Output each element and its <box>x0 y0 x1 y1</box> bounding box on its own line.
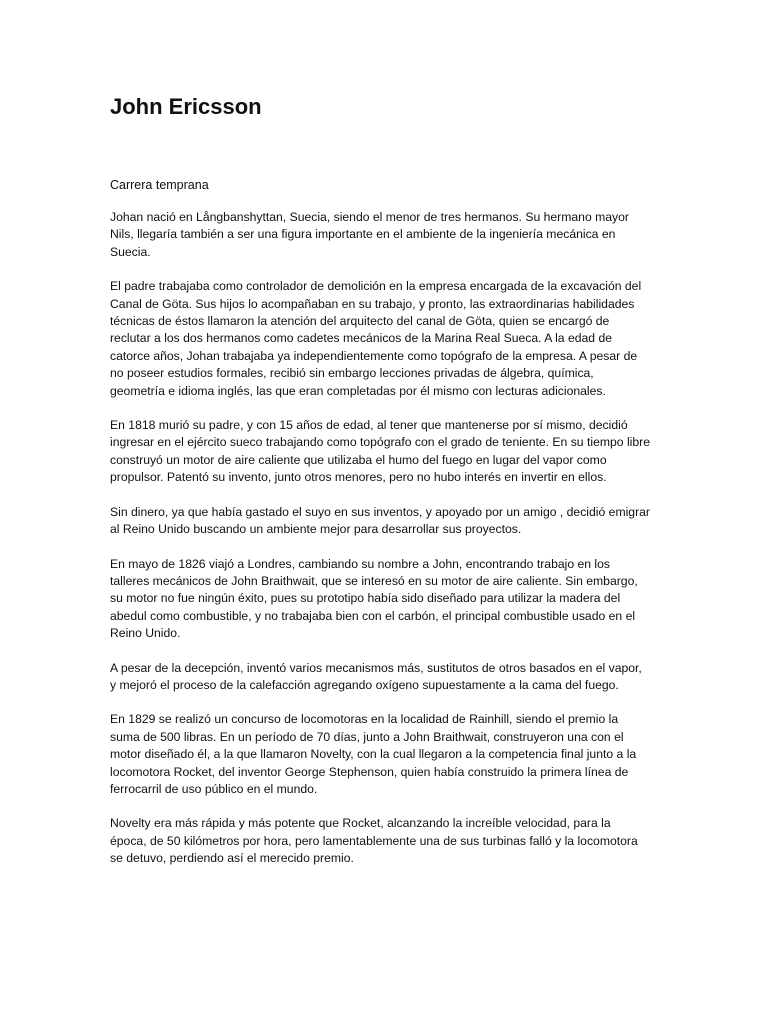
paragraph-6: A pesar de la decepción, inventó varios mecanismos más, sustitutos de otros basados en el vapor, y mejoró el proceso de la calefacción agregando oxígeno supuestamente a la cama del fuego. <box>110 660 642 692</box>
section-heading: Carrera temprana <box>110 178 209 192</box>
paragraph-7: En 1829 se realizó un concurso de locomotoras en la localidad de Rainhill, siendo el premio la suma de 500 libras. En un período de 70 días, junto a John Braithwait, construyeron una con el motor diseñado él, a la que llamaron Novelty, con la cual llegaron a la competencia final junto a la locomotora Rocket, del inventor George Stephenson, quien había construido la primera línea de ferrocarril de uso público en el mundo. <box>110 712 637 796</box>
paragraph-3: En 1818 murió su padre, y con 15 años de edad, al tener que mantenerse por sí mismo, decidió ingresar en el ejército sueco trabajando como topógrafo con el grado de teniente. En su tiempo libre construyó un motor de aire caliente que utilizaba el humo del fuego en lugar del vapor como propulsor. Patentó su invento, junto otros menores, pero no hubo interés en invertir en ellos. <box>110 418 650 485</box>
paragraph-1: Johan nació en Långbanshyttan, Suecia, siendo el menor de tres hermanos. Su hermano mayor Nils, llegaría también a ser una figura importante en el ambiente de la ingeniería mecánica en Suecia. <box>110 210 629 259</box>
paragraph-8: Novelty era más rápida y más potente que Rocket, alcanzando la increíble velocidad, para la época, de 50 kilómetros por hora, pero lamentablemente una de sus turbinas falló y la locomotora se detuvo, perdiendo así el merecido premio. <box>110 816 638 866</box>
paragraph-5: En mayo de 1826 viajó a Londres, cambiando su nombre a John, encontrando trabajo en los talleres mecánicos de John Braithwait, que se interesó en su motor de aire caliente. Sin embargo, su motor no fue ningún éxito, pues su prototipo había sido diseñado para utilizar la madera del abedul como combustible, y no trabajaba bien con el carbón, el principal combustible usado en el Reino Unido. <box>110 556 638 641</box>
paragraph-4: Sin dinero, ya que había gastado el suyo en sus inventos, y apoyado por un amigo , decidió emigrar al Reino Unido buscando un ambiente mejor para desarrollar sus proyectos. <box>110 504 650 537</box>
paragraph-2: El padre trabajaba como controlador de demolición en la empresa encargada de la excavación del Canal de Göta. Sus hijos lo acompañaban en su trabajo, y pronto, las extraordinarias habilidades técnicas de éstos llamaron la atención del arquitecto del canal de Göta, quien se encargó de reclutar a los dos hermanos como cadetes mecánicos de la Marina Real Sueca. A la edad de catorce años, Johan trabajaba ya independientemente como topógrafo de la empresa. A pesar de no poseer estudios formales, recibió sin embargo lecciones privadas de álgebra, química, geometría e idioma inglés, las que eran completadas por él mismo con lecturas adicionales. <box>110 279 642 398</box>
document-body <box>110 209 650 885</box>
document-title: John Ericsson <box>110 94 262 119</box>
